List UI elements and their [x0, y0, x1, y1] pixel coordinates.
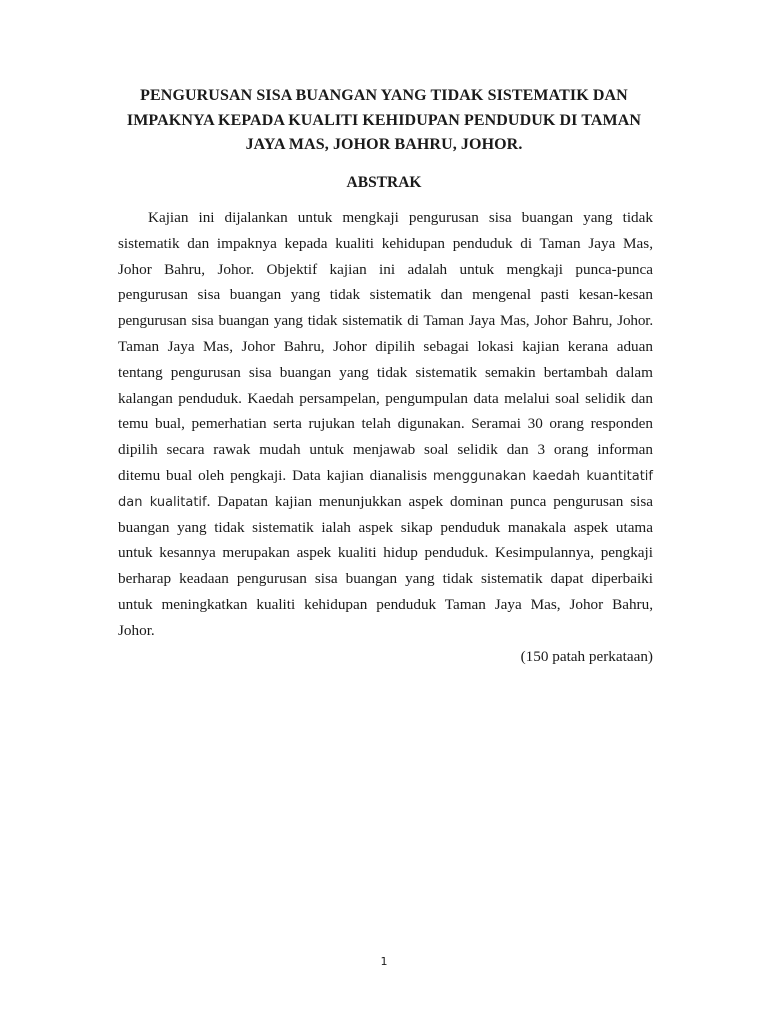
body-line-15: berharap keadaan pengurusan sisa buangan yang tidak sistematik dapat diperbaiki [118, 570, 653, 588]
body-line-17: Johor. [118, 621, 155, 639]
body-line-7: tentang pengurusan sisa buangan yang tidak sistematik semakin bertambah dalam [118, 363, 653, 381]
title-line-1: PENGURUSAN SISA BUANGAN YANG TIDAK SISTEMATIK DAN [140, 87, 628, 104]
body-line-13: buangan yang tidak sistematik ialah aspek sikap penduduk manakala aspek utama [118, 518, 653, 536]
body-line-12-rest: . Dapatan kajian menunjukkan aspek dominan punca pengurusan sisa [206, 492, 654, 510]
body-line-16: untuk meningkatkan kualiti kehidupan penduduk Taman Jaya Mas, Johor Bahru, [118, 595, 653, 613]
body-line-1: Kajian ini dijalankan untuk mengkaji pengurusan sisa buangan yang tidak [148, 209, 653, 226]
body-line-11 [118, 463, 653, 489]
body-line-2: sistematik dan impaknya kepada kualiti kehidupan penduduk di Taman Jaya Mas, [118, 234, 653, 252]
abstract-body [118, 205, 653, 644]
body-line-6: Taman Jaya Mas, Johor Bahru, Johor dipilih sebagai lokasi kajian kerana aduan [118, 337, 653, 355]
body-line-12-mixed: dan kualitatif [118, 494, 207, 510]
body-line-4: pengurusan sisa buangan yang tidak sistematik dan mengenal pasti kesan-kesan [118, 286, 653, 304]
abstract-heading: ABSTRAK [346, 174, 422, 191]
body-line-14: untuk kesannya merupakan aspek kualiti hidup penduduk. Kesimpulannya, pengkaji [118, 544, 653, 562]
body-line-9: temu bual, pemerhatian serta rujukan telah digunakan. Seramai 30 orang responden [118, 415, 653, 433]
body-line-3: Johor Bahru, Johor. Objektif kajian ini adalah untuk mengkaji punca-punca [118, 260, 653, 278]
title-line-3: JAYA MAS, JOHOR BAHRU, JOHOR. [245, 136, 523, 153]
page-number: 1 [380, 955, 388, 968]
document-title [100, 84, 668, 158]
body-line-11-start: ditemu bual oleh pengkaji. Data kajian dianalisis [118, 466, 433, 484]
body-line-8: kalangan penduduk. Kaedah persampelan, pengumpulan data melalui soal selidik dan [118, 389, 653, 407]
body-line-10: dipilih secara rawak mudah untuk menjawab soal selidik dan 3 orang informan [118, 441, 653, 459]
word-count: (150 patah perkataan) [520, 648, 653, 665]
body-line-11-mixed: menggunakan kaedah kuantitatif [432, 468, 653, 484]
body-line-12 [118, 489, 653, 515]
title-line-2: IMPAKNYA KEPADA KUALITI KEHIDUPAN PENDUDUK DI TAMAN [126, 111, 642, 129]
body-line-5: pengurusan sisa buangan yang tidak sistematik di Taman Jaya Mas, Johor Bahru, Johor. [118, 312, 653, 330]
